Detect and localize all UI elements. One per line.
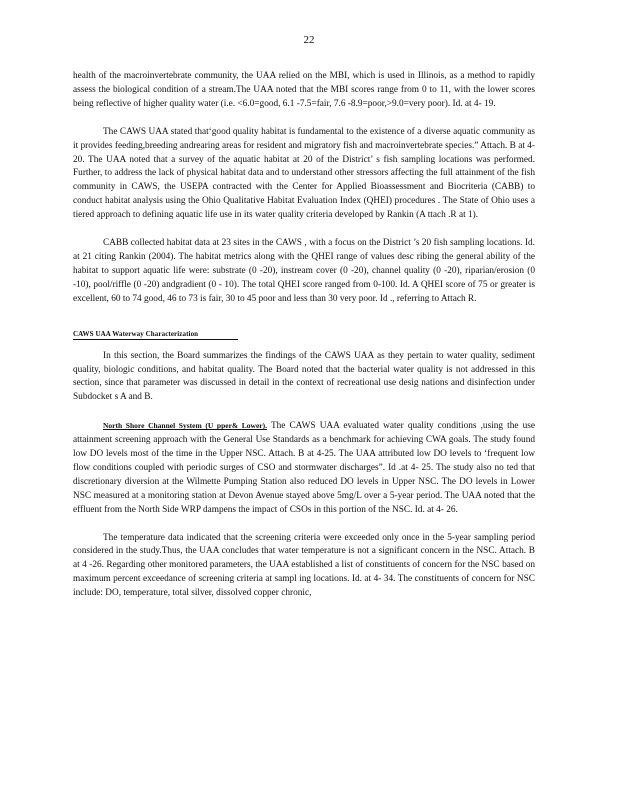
paragraph-nsc <box>73 419 535 517</box>
section-heading: CAWS UAA Waterway Characterization <box>73 329 238 340</box>
paragraph-cabb: CABB collected habitat data at 23 sites in the CAWS , with a focus on the District ’s 20 fish sampling locations. Id. at 21 citing Rankin (2004). The habitat metrics along with the QHEI range of values desc ribing the general ability of the habitat to support aquatic life were: substrate (0 -20), instream cover (0 -20), channel quality (0 -20), riparian/erosion (0 -10), pool/riffle (0 -20) andgradient (0 - 10). The total QHEI score ranged from 0-100. Id. A QHEI score of 75 or greater is excellent, 60 to 74 good, 46 to 73 is fair, 30 to 45 poor and less than 30 very poor. Id ., referring to Attach R. <box>73 238 535 304</box>
page-number: 22 <box>303 34 315 46</box>
paragraph-summary: In this section, the Board summarizes the findings of the CAWS UAA as they pertain to water quality, sediment quality, biologic conditions, and habitat quality. The Board noted that the bacterial water quality is not addressed in this section, since that parameter was discussed in detail in the context of recreational use desig nations and disinfection under Subdocket s A and B. <box>73 350 535 403</box>
paragraph-mbi: health of the macroinvertebrate community, the UAA relied on the MBI, which is used in Illinois, as a method to rapidly assess the biological condition of a stream.The UAA noted that the MBI scores range from 0 to 11, with the lower scores being reflective of higher quality water (i.e. <6.0=good, 6.1 -7.5=fair, 7.6 -8.9=poor,>9.0=very poor). Id. at 4- 19. <box>73 71 535 109</box>
nsc-subheading: North Shore Channel System (U pper& Lower). <box>103 421 268 431</box>
paragraph-temperature: The temperature data indicated that the screening criteria were exceeded only once in the 5-year sampling period considered in the study.Thus, the UAA concludes that water temperature is not a significant concern in the NSC. Attach. B at 4 -26. Regarding other monitored parameters, the UAA established a list of constituents of concern for the NSC based on maximum percent exceedance of screening criteria at sampl ing locations. Id. at 4- 34. The constituents of concern for NSC include: DO, temperature, total silver, dissolved copper chronic, <box>73 532 535 599</box>
document-body <box>73 70 535 615</box>
paragraph-habitat: The CAWS UAA stated that‘good quality habitat is fundamental to the existence of a diverse aquatic community as it provides feeding,breeding andrearing areas for resident and migratory fish and macroinvertebrate species.” Attach. B at 4-20. The UAA noted that a survey of the aquatic habitat at 20 of the District’ s fish sampling locations was performed. Further, to address the lack of physical habitat data and to understand other stressors affecting the full attainment of the fish community in CAWS, the USEPA contracted with the Center for Applied Bioassessment and Biocriteria (CABB) to conduct habitat analysis using the Ohio Qualitative Habitat Evaluation Index (QHEI) procedures . The State of Ohio uses a tiered approach to defining aquatic life use in its water quality criteria developed by Rankin (A ttach .R at 1). <box>73 126 535 221</box>
nsc-text: The CAWS UAA evaluated water quality conditions ,using the use attainment screening approach with the General Use Standards as a benchmark for achieving CWA goals. The study found low DO levels most of the time in the Upper NSC. Attach. B at 4-25. The UAA attributed low DO levels to ‘frequent low flow conditions coupled with periodic surges of CSO and stormwater discharges”. Id .at 4- 25. The study also no ted that discretionary diversion at the Wilmette Pumping Station also reduced DO levels in Upper NSC. The DO levels in Lower NSC measured at a monitoring station at Devon Avenue stayed above 5mg/L over a 5-year period. The UAA noted that the effluent from the North Side WRP dampens the impact of CSOs in this portion of the NSC. Id. at 4- 26. <box>73 421 536 515</box>
